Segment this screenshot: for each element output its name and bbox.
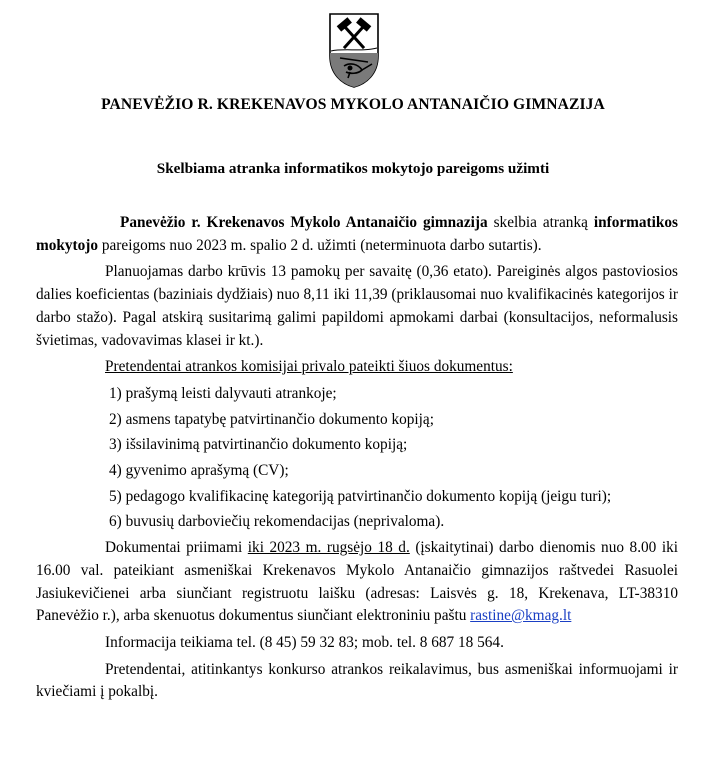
list-item: 1) prašymą leisti dalyvauti atrankoje; [109,384,337,402]
position-title: informatikos mokytojo [36,214,678,254]
school-name: PANEVĖŽIO R. KREKENAVOS MYKOLO ANTANAIČIO GIMNAZIJA [101,96,605,113]
list-item: 3) išsilavinimą patvirtinančio dokumento kopiją; [109,436,408,454]
workload-paragraph: Planuojamas darbo krūvis 13 pamokų per savaitę (0,36 etato). Pareiginės algos pastoviosios dalies koeficientas (baziniais dydžiais) nuo 8,11 iki 11,39 (priklausomai nuo kvalifikacinės kategorijos ir darbo stažo). Pagal atskirą susitarimą galimi papildomi apmokami darbai (konsultacijos, neformalusis švietimas, vadovavimas klasei ir kt.). [36,263,678,349]
documents-heading-text: Pretendentai atrankos komisijai privalo pateikti šiuos dokumentus: [105,358,513,376]
list-item: 4) gyvenimo aprašymą (CV); [109,462,289,480]
school-name-inline: Panevėžio r. Krekenavos Mykolo Antanaičio gimnazija [120,214,488,231]
intro-paragraph [36,212,678,257]
closing-paragraph: Pretendentai, atitinkantys konkurso atrankos reikalavimus, bus asmeniškai informuojami ir kviečiami į pokalbį. [36,660,678,701]
coat-of-arms-icon [328,12,380,88]
announcement-body [36,212,678,708]
list-item: 2) asmens tapatybę patvirtinančio dokumento kopiją; [109,410,434,428]
documents-heading [36,356,678,379]
submission-paragraph [36,537,678,628]
list-item: 5) pedagogo kvalifikacinę kategoriją patvirtinančio dokumento kopiją (jeigu turi); [109,487,612,505]
submission-text: Dokumentai priimami [105,539,248,557]
email-link[interactable]: rastine@kmag.lt [470,607,572,625]
submission-text-cont: (įskaitytinai) darbo dienomis nuo 8.00 iki 16.00 val. pateikiant asmeniškai Krekenavos Mykolo Antanaičio gimnazijos raštvedei Rasuolei Jasiukevičienei arba siunčiant registruotu laišku (adresas: Laisvės g. 18, Krekenava, LT-38310 Panevėžio r.), arba skenuotus dokumentus siunčiant elektroniniu paštu [36,539,679,625]
intro-text: skelbia atranką [487,214,594,231]
deadline-date: iki 2023 m. rugsėjo 18 d. [247,539,410,557]
intro-text-end: pareigoms nuo 2023 m. spalio 2 d. užimti (neterminuota darbo sutartis). [98,236,542,254]
list-item: 6) buvusių darboviečių rekomendacijas (neprivaloma). [109,513,445,531]
contact-info: Informacija teikiama tel. (8 45) 59 32 83; mob. tel. 8 687 18 564. [105,633,504,651]
announcement-title: Skelbiama atranka informatikos mokytojo pareigoms užimti [156,160,550,177]
